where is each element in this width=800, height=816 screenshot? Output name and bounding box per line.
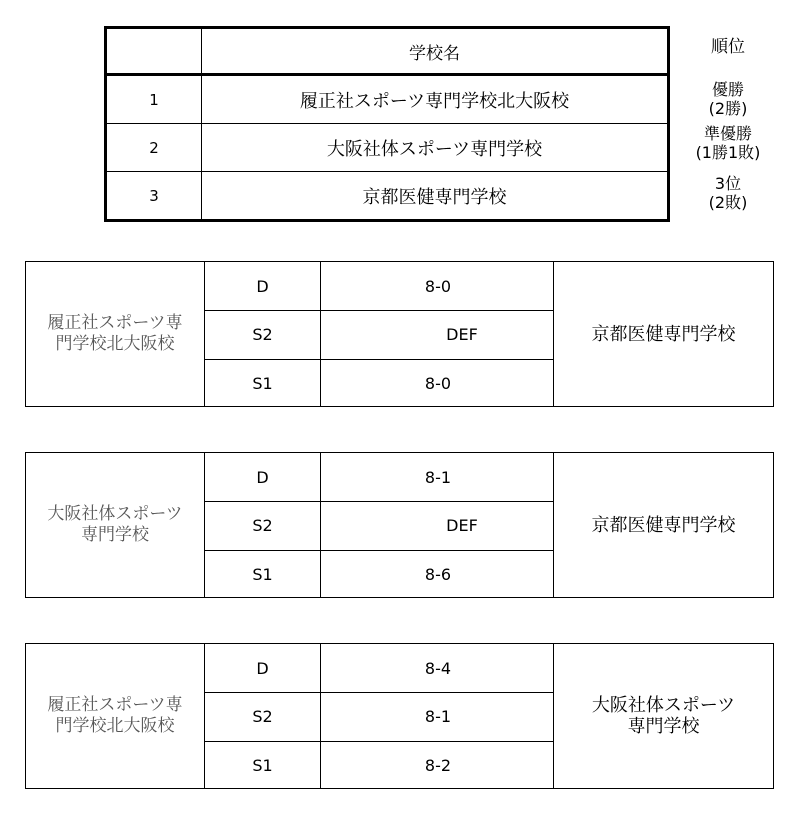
match-table	[25, 643, 774, 789]
game-score: DEF	[446, 325, 478, 344]
game-type: D	[205, 644, 321, 692]
game-type: S2	[205, 692, 321, 741]
game-type: S1	[205, 359, 321, 407]
team-b-line1: 大阪社体スポーツ	[591, 695, 736, 716]
game-score: 8-1	[424, 707, 452, 726]
game-row	[205, 310, 553, 360]
game-type: D	[205, 453, 321, 501]
rank-school: 履正社スポーツ専門学校北大阪校	[202, 75, 669, 124]
rank-school: 京都医健専門学校	[202, 172, 669, 221]
team-b-line1: 京都医健専門学校	[591, 514, 736, 536]
game-row	[205, 550, 553, 598]
game-score: 8-0	[424, 276, 452, 296]
table-row	[106, 124, 669, 172]
place-result	[676, 174, 780, 212]
table-row	[106, 75, 669, 124]
rank-school: 大阪社体スポーツ専門学校	[202, 124, 669, 172]
team-b-name	[554, 644, 773, 788]
match-table	[25, 261, 774, 407]
game-score: 8-2	[424, 755, 452, 775]
games-grid	[204, 453, 554, 597]
game-type: S1	[205, 741, 321, 789]
game-type: D	[205, 262, 321, 310]
game-row	[205, 453, 553, 502]
game-score: DEF	[446, 516, 478, 535]
place-label: 3位	[714, 174, 742, 193]
team-a-line2: 門学校北大阪校	[55, 716, 175, 736]
ranking-header-row	[106, 28, 669, 75]
team-a-line1: 大阪社体スポーツ	[47, 504, 183, 524]
place-record: (2勝)	[708, 99, 748, 118]
place-label: 優勝	[711, 80, 744, 99]
game-score: 8-4	[424, 658, 452, 678]
game-row	[205, 741, 553, 789]
place-header: 順位	[711, 37, 745, 57]
team-b-line2: 専門学校	[627, 716, 700, 737]
game-score: 8-6	[424, 564, 452, 584]
ranking-table	[104, 26, 670, 222]
rank-number: 3	[106, 172, 202, 221]
rank-number: 1	[106, 75, 202, 124]
ranking-header-school: 学校名	[202, 28, 669, 75]
team-a-name	[26, 644, 204, 788]
game-type: S2	[205, 501, 321, 550]
team-b-line1: 京都医健専門学校	[591, 323, 736, 345]
game-row	[205, 501, 553, 551]
game-row	[205, 262, 553, 311]
place-result	[676, 124, 780, 162]
ranking-header-no	[106, 28, 202, 75]
team-a-name	[26, 262, 204, 406]
game-type: S1	[205, 550, 321, 598]
game-score: 8-1	[424, 467, 452, 487]
games-grid	[204, 644, 554, 788]
game-score: 8-0	[424, 373, 452, 393]
team-a-line2: 専門学校	[80, 525, 149, 545]
team-b-name	[554, 262, 773, 406]
game-row	[205, 644, 553, 693]
place-record: (2敗)	[708, 193, 748, 212]
place-label: 準優勝	[703, 124, 752, 143]
match-table	[25, 452, 774, 598]
team-a-line2: 門学校北大阪校	[55, 334, 175, 354]
game-row	[205, 692, 553, 742]
team-a-line1: 履正社スポーツ専	[47, 695, 183, 715]
place-record: (1勝1敗)	[695, 143, 761, 162]
game-row	[205, 359, 553, 407]
game-type: S2	[205, 310, 321, 359]
games-grid	[204, 262, 554, 406]
team-a-line1: 履正社スポーツ専	[47, 313, 183, 333]
rank-number: 2	[106, 124, 202, 172]
table-row	[106, 172, 669, 221]
team-b-name	[554, 453, 773, 597]
team-a-name	[26, 453, 204, 597]
place-result	[676, 80, 780, 118]
